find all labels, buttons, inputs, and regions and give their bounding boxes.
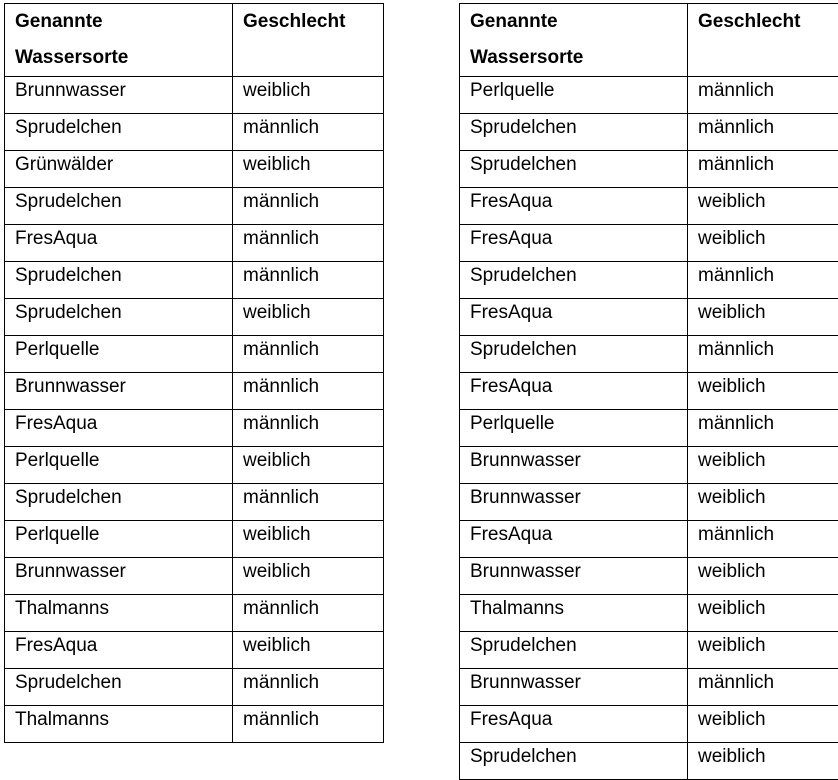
cell-wassersorte: Perlquelle [5,521,233,558]
cell-geschlecht: männlich [688,521,838,558]
table-body-left [5,77,384,743]
cell-wassersorte: Sprudelchen [460,114,688,151]
cell-wassersorte: FresAqua [460,521,688,558]
table-row [460,336,838,373]
table-row [5,706,384,743]
cell-wassersorte: Grünwälder [5,151,233,188]
cell-wassersorte: Sprudelchen [460,336,688,373]
table-row [460,595,838,632]
cell-geschlecht: weiblich [688,484,838,521]
cell-wassersorte: Sprudelchen [5,669,233,706]
cell-geschlecht: männlich [688,410,838,447]
table-row [460,299,838,336]
cell-geschlecht: männlich [233,595,384,632]
cell-geschlecht: männlich [688,114,838,151]
cell-geschlecht: männlich [233,225,384,262]
header-wassersorte-line2: Wassersorte [470,40,687,76]
cell-wassersorte: Brunnwasser [5,373,233,410]
table-row [460,188,838,225]
table-body-right [460,77,838,780]
table-row [460,632,838,669]
header-wassersorte-line2: Wassersorte [15,40,232,76]
table-row [460,373,838,410]
header-geschlecht: Geschlecht [233,4,384,77]
cell-wassersorte: Perlquelle [5,336,233,373]
table-row [5,114,384,151]
cell-wassersorte: Sprudelchen [5,114,233,151]
cell-geschlecht: weiblich [233,77,384,114]
table-row [460,521,838,558]
cell-wassersorte: FresAqua [460,225,688,262]
cell-geschlecht: weiblich [688,632,838,669]
table-row [460,558,838,595]
table-header-row [460,4,838,77]
cell-geschlecht: männlich [688,77,838,114]
cell-wassersorte: Thalmanns [5,595,233,632]
table-row [5,299,384,336]
cell-wassersorte: FresAqua [460,299,688,336]
cell-wassersorte: Sprudelchen [460,632,688,669]
cell-wassersorte: FresAqua [460,706,688,743]
survey-table-left [4,3,384,743]
cell-geschlecht: weiblich [688,743,838,780]
table-row [460,225,838,262]
cell-geschlecht: männlich [688,336,838,373]
header-wassersorte-line1: Genannte [470,4,687,40]
cell-geschlecht: weiblich [688,558,838,595]
table-header-row [5,4,384,77]
cell-geschlecht: weiblich [688,706,838,743]
table-row [460,706,838,743]
table-row [5,447,384,484]
cell-wassersorte: Brunnwasser [460,484,688,521]
header-wassersorte [460,4,688,77]
cell-wassersorte: Perlquelle [460,77,688,114]
cell-geschlecht: weiblich [688,299,838,336]
cell-geschlecht: weiblich [688,188,838,225]
table-row [5,410,384,447]
table-row [460,447,838,484]
table-row [5,484,384,521]
table-row [460,410,838,447]
table-row [460,484,838,521]
cell-geschlecht: weiblich [233,521,384,558]
table-row [5,521,384,558]
cell-wassersorte: Sprudelchen [5,484,233,521]
cell-wassersorte: Brunnwasser [5,558,233,595]
header-wassersorte-line1: Genannte [15,4,232,40]
table-row [5,558,384,595]
table-row [5,632,384,669]
cell-wassersorte: Perlquelle [460,410,688,447]
cell-wassersorte: FresAqua [5,632,233,669]
table-row [5,225,384,262]
table-row [5,373,384,410]
header-geschlecht: Geschlecht [688,4,838,77]
table-row [460,151,838,188]
cell-wassersorte: Brunnwasser [5,77,233,114]
survey-table-right [459,3,838,780]
cell-wassersorte: Sprudelchen [460,743,688,780]
cell-geschlecht: männlich [233,669,384,706]
cell-geschlecht: weiblich [233,447,384,484]
cell-geschlecht: weiblich [233,299,384,336]
cell-wassersorte: FresAqua [460,188,688,225]
cell-geschlecht: männlich [233,262,384,299]
table-row [5,77,384,114]
table-row [5,669,384,706]
cell-geschlecht: männlich [688,151,838,188]
cell-geschlecht: männlich [233,410,384,447]
table-row [460,114,838,151]
table-row [5,595,384,632]
cell-wassersorte: Sprudelchen [5,299,233,336]
cell-wassersorte: Sprudelchen [460,151,688,188]
cell-geschlecht: männlich [233,373,384,410]
cell-geschlecht: männlich [233,336,384,373]
cell-wassersorte: Thalmanns [460,595,688,632]
cell-geschlecht: weiblich [233,632,384,669]
cell-wassersorte: Sprudelchen [5,188,233,225]
cell-geschlecht: weiblich [688,225,838,262]
cell-geschlecht: männlich [233,188,384,225]
cell-geschlecht: weiblich [688,373,838,410]
table-row [460,77,838,114]
table-row [5,188,384,225]
table-row [460,669,838,706]
cell-geschlecht: weiblich [688,595,838,632]
cell-geschlecht: männlich [233,484,384,521]
cell-geschlecht: weiblich [233,558,384,595]
cell-wassersorte: FresAqua [5,225,233,262]
cell-geschlecht: männlich [688,669,838,706]
cell-wassersorte: FresAqua [5,410,233,447]
cell-wassersorte: Thalmanns [5,706,233,743]
cell-geschlecht: weiblich [688,447,838,484]
cell-geschlecht: männlich [233,706,384,743]
cell-geschlecht: weiblich [233,151,384,188]
cell-wassersorte: Perlquelle [5,447,233,484]
table-row [5,336,384,373]
cell-geschlecht: männlich [233,114,384,151]
table-row [5,151,384,188]
cell-wassersorte: Brunnwasser [460,558,688,595]
cell-geschlecht: männlich [688,262,838,299]
cell-wassersorte: FresAqua [460,373,688,410]
cell-wassersorte: Sprudelchen [460,262,688,299]
cell-wassersorte: Sprudelchen [5,262,233,299]
cell-wassersorte: Brunnwasser [460,669,688,706]
table-row [5,262,384,299]
table-row [460,743,838,780]
cell-wassersorte: Brunnwasser [460,447,688,484]
table-row [460,262,838,299]
header-wassersorte [5,4,233,77]
